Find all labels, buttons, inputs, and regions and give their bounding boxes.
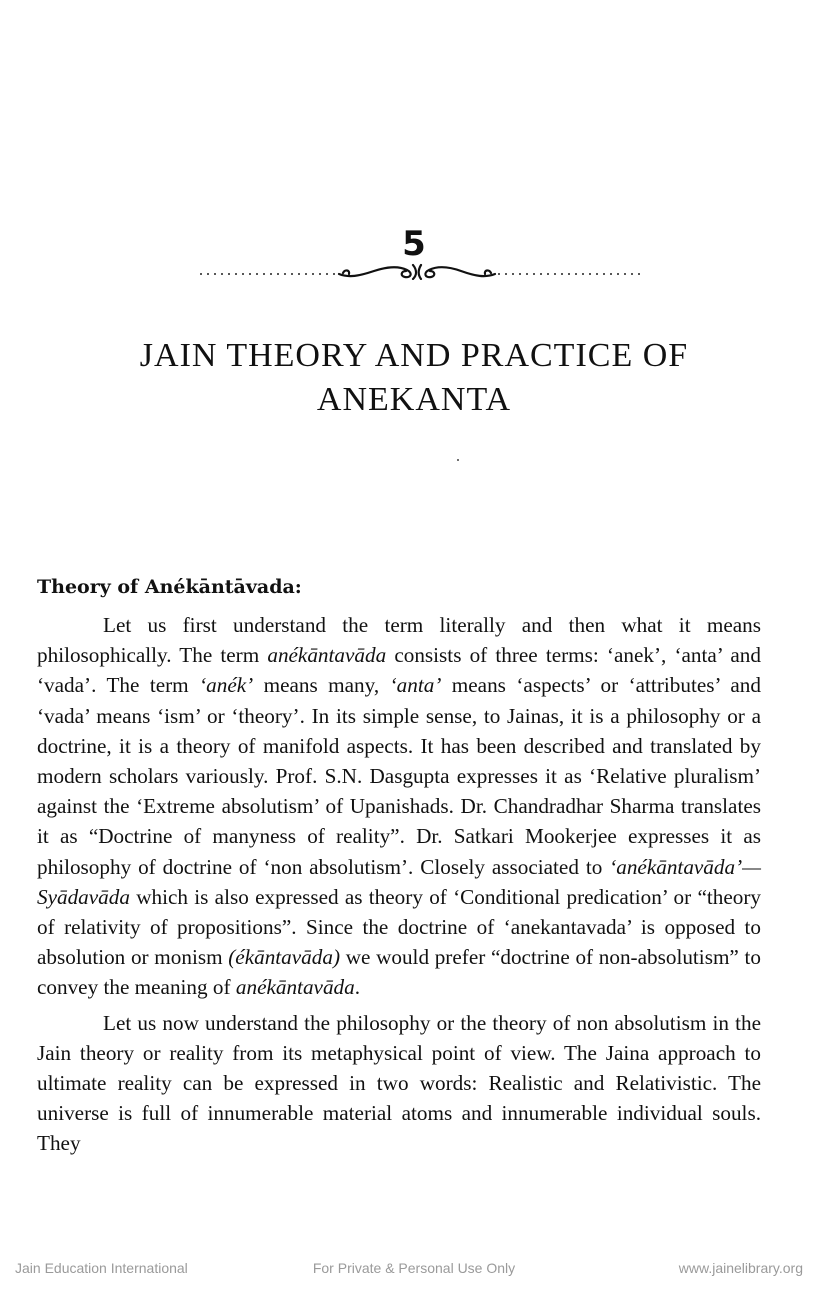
paragraph-1 — [37, 610, 761, 1003]
text-run: means ‘aspects’ or ‘attributes’ and ‘vada’ means ‘ism’ or ‘theory’. In its simple sense, to Jainas, it is a philosophy or a doctrine, it is a theory of manifold aspects. It has been described and translated by modern scholars variously. Prof. S.N. Dasgupta expresses it as ‘Relative pluralism’ against the ‘Extreme absolutism’ of Upanishads. Dr. Chandradhar Sharma translates it as “Doctrine of manyness of reality”. Dr. Satkari Mookerjee expresses it as philosophy of doctrine of ‘non absolutism’. Closely associated to — [37, 673, 761, 879]
term-italic: anékāntavāda — [235, 975, 355, 1000]
term-italic: ‘anékāntavāda’— — [609, 854, 761, 879]
footer-usage-notice: For Private & Personal Use Only — [312, 1260, 516, 1276]
scroll-flourish-divider-icon — [199, 262, 641, 280]
text-run: which is also expressed as theory of ‘Conditional predication’ or “theory of relativity of propositions”. Since the doctrine of ‘anekantavada’ is opposed to absolution or monism — [37, 884, 761, 970]
paragraph-2 — [37, 1008, 761, 1159]
text-run: means many, — [253, 673, 390, 698]
body-text — [37, 610, 761, 1159]
scan-speck — [457, 459, 459, 461]
text-run: consists of three terms: ‘anek’, ‘anta’ and ‘vada’. The term — [37, 643, 761, 698]
text-run: Let us now understand the philosophy or the theory of non absolutism in the Jain theory or reality from its metaphysical point of view. The Jaina approach to ultimate reality can be expressed in two words: Realistic and Relativistic. The universe is full of innumerable material atoms and innumerable individual souls. They — [37, 1010, 761, 1156]
term-italic: (ékāntavāda) — [228, 945, 341, 970]
text-run: . — [354, 975, 361, 1000]
footer-website-link[interactable]: www.jainelibrary.org — [678, 1260, 803, 1276]
section-heading: Theory of Anékāntāvada: — [37, 576, 302, 598]
chapter-title-line-2: ANEKANTA — [316, 381, 512, 418]
term-italic: Syādavāda — [37, 884, 130, 909]
text-run: we would prefer “doctrine of non-absolutism” to convey the meaning of — [37, 945, 761, 1000]
chapter-number: 5 — [402, 224, 426, 264]
page-footer — [0, 1260, 828, 1280]
footer-publisher: Jain Education International — [15, 1260, 188, 1276]
term-italic: ‘anta’ — [389, 673, 442, 698]
term-italic: anékāntavāda — [267, 643, 387, 668]
term-italic: ‘anék’ — [199, 673, 254, 698]
chapter-title — [40, 334, 788, 422]
text-run: Let us first understand the term literally and then what it means philosophically. The term — [37, 613, 761, 668]
chapter-title-line-1: JAIN THEORY AND PRACTICE OF — [139, 337, 689, 374]
